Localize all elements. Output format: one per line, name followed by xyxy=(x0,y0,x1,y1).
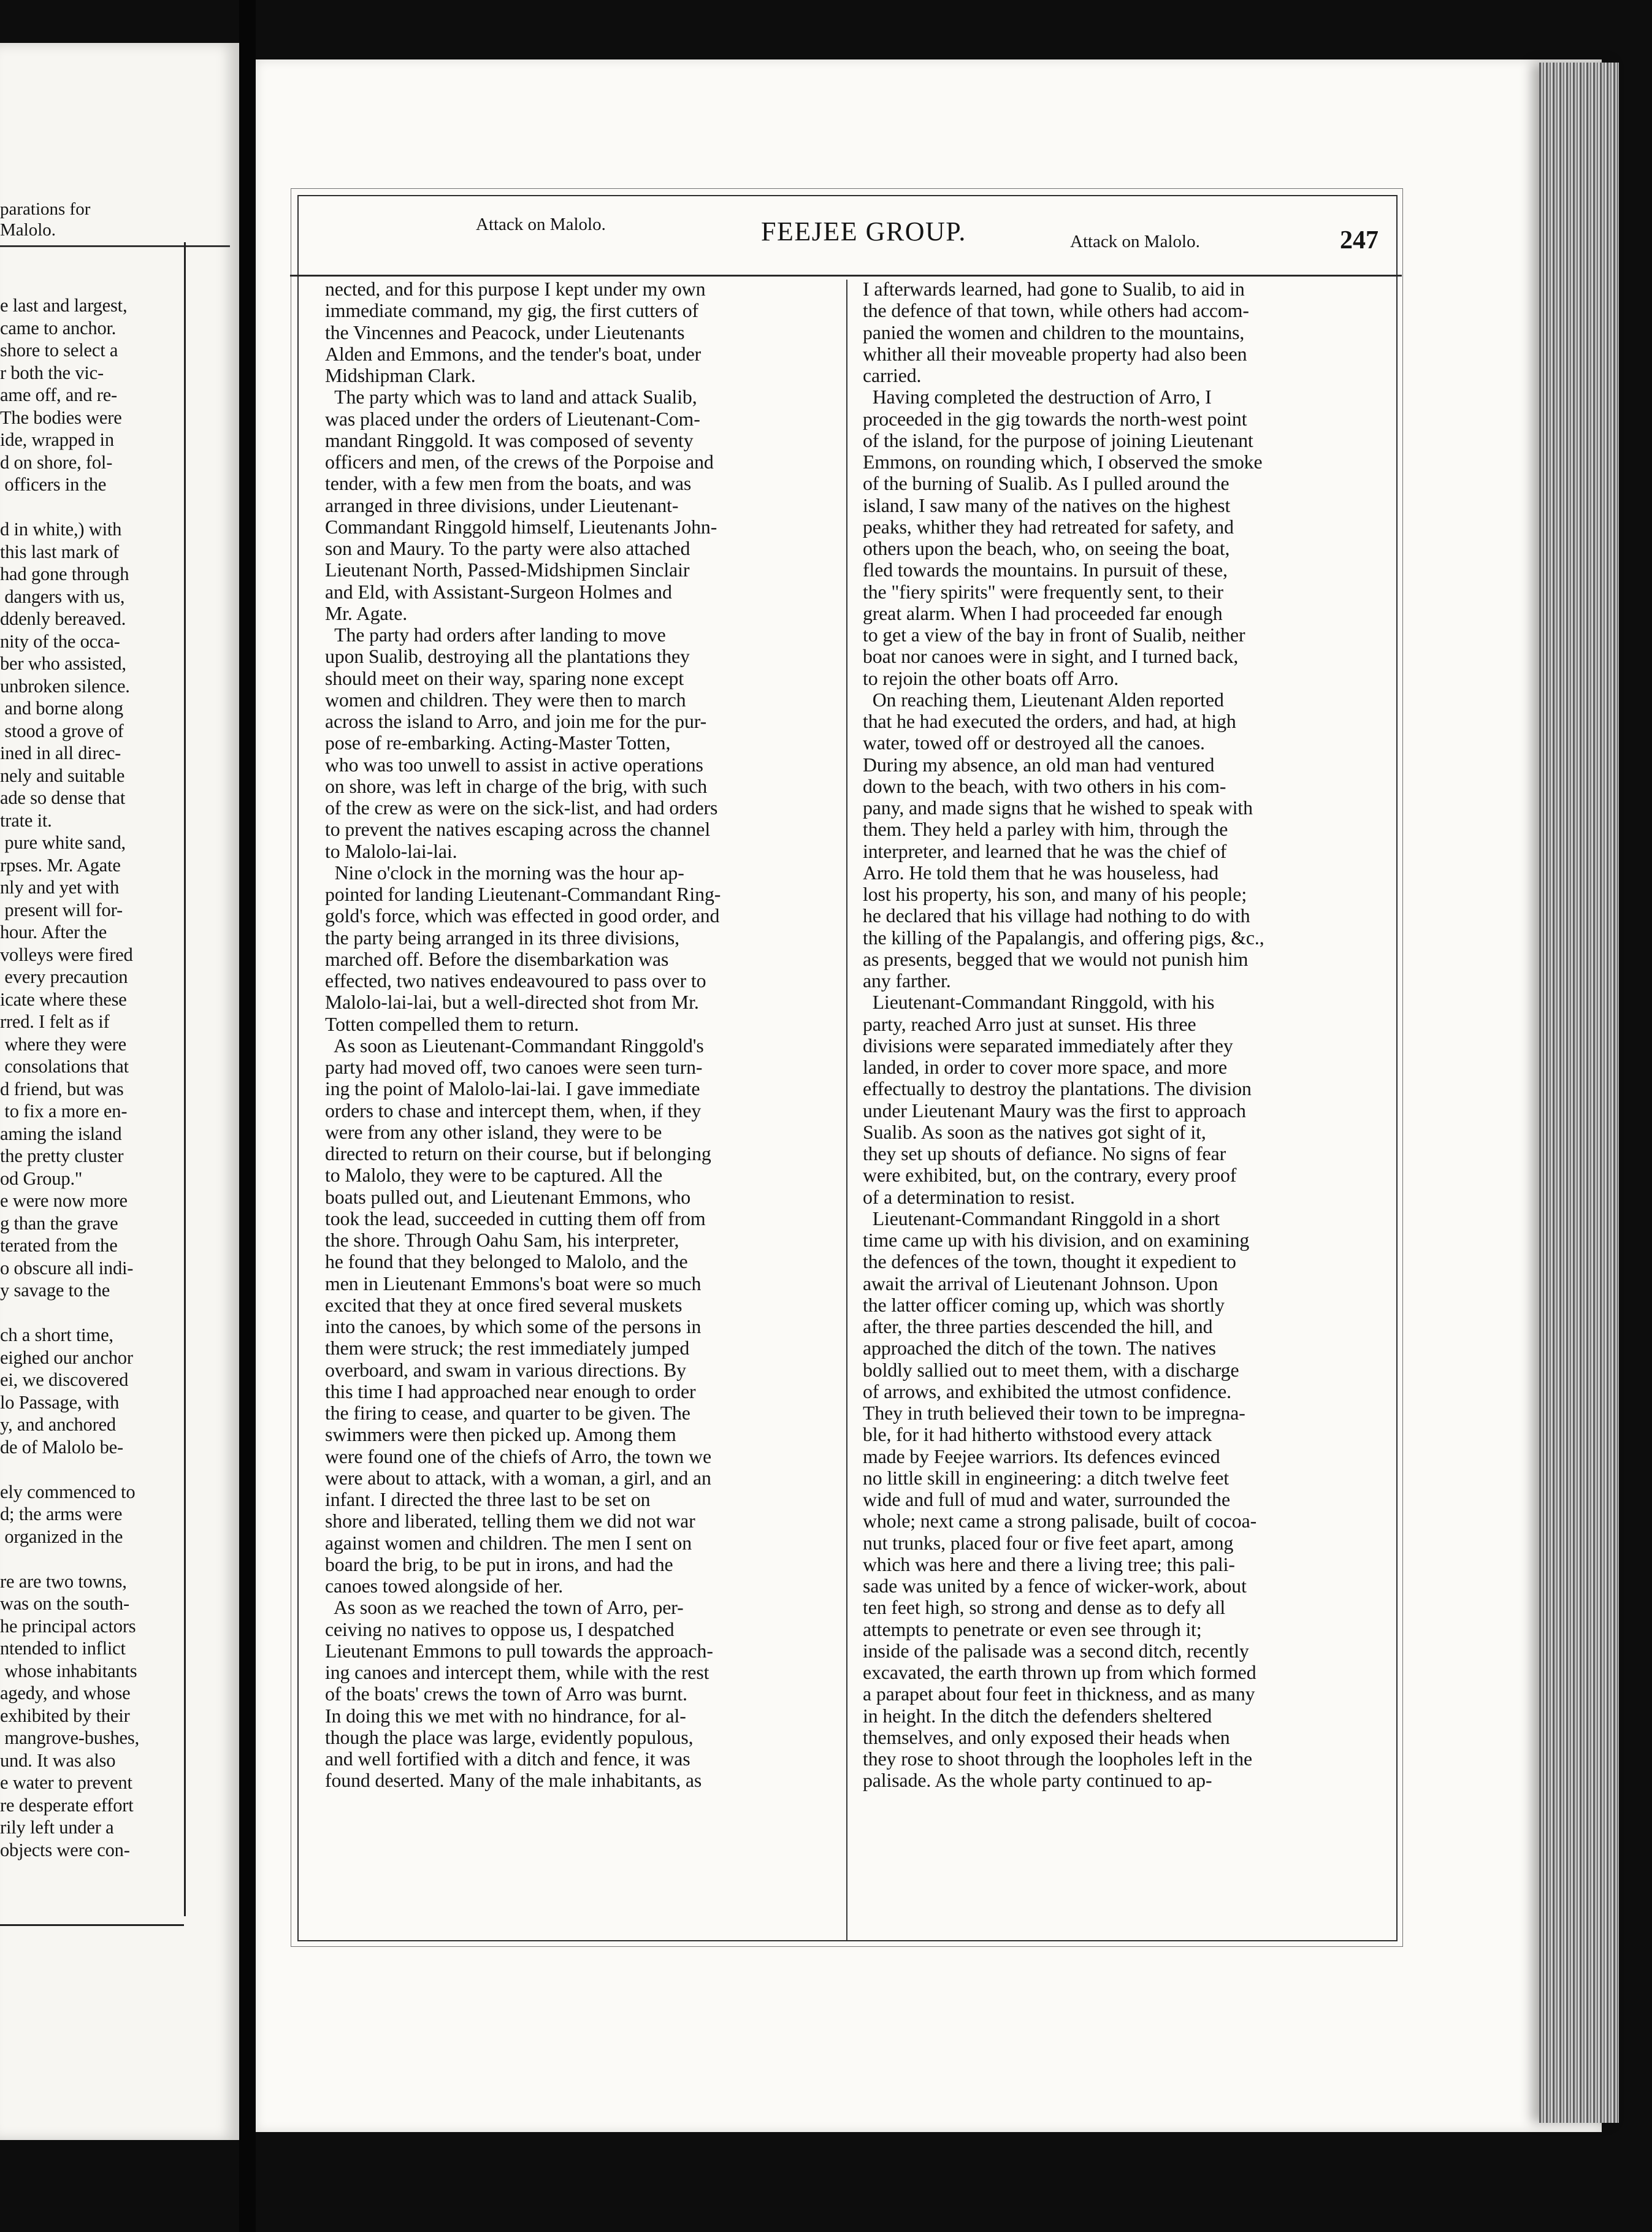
previous-page xyxy=(0,43,239,2140)
previous-page-header-rule xyxy=(0,245,230,247)
right-column-text: I afterwards learned, had gone to Sualib, to aid in the defence of that town, while others had accom- panied the women and children to the mountains, whither all their moveable property had also been carried. Having completed the destruction of Arro, I proceeded in the gig towards the north-west point of the island, for the purpose of joining Lieutenant Emmons, on rounding which, I observed the smoke of the burning of Sualib. As I pulled around the island, I saw many of the natives on the highest peaks, whither they had retreated for safety, and others upon the beach, who, on seeing the boat, fled towards the mountains. In pursuit of these, the "fiery spirits" were frequently sent, to their great alarm. When I had proceeded far enough to get a view of the bay in front of Sualib, neither boat nor canoes were in sight, and I turned back, to rejoin the other boats off Arro. On reaching them, Lieutenant Alden reported that he had executed the orders, and had, at high water, towed off or destroyed all the canoes. During my absence, an old man had ventured down to the beach, with two others in his com- pany, and made signs that he wished to speak with them. They held a parley with him, through the interpreter, and learned that he was the chief of Arro. He told them that he was houseless, had lost his property, his son, and many of his people; he declared that his village had nothing to do with the killing of the Papalangis, and offering pigs, &c., as presents, begged that we would not punish him any farther. Lieutenant-Commandant Ringgold, with his party, reached Arro just at sunset. His three divisions were separated immediately after they landed, in order to cover more space, and more effectually to destroy the plantations. The division under Lieutenant Maury was the first to approach Sualib. As soon as the natives got sight of it, they set up shouts of defiance. No signs of fear were exhibited, but, on the contrary, every proof of a determination to resist. Lieutenant-Commandant Ringgold in a short time came up with his division, and on examining the defences of the town, thought it expedient to await the arrival of Lieutenant Johnson. Upon the latter officer coming up, which was shortly after, the three parties descended the hill, and approached the ditch of the town. The natives boldly sallied out to meet them, with a discharge of arrows, and exhibited the utmost confidence. They in truth believed their town to be impregna- ble, for it had hitherto withstood every attack made by Feejee warriors. Its defences evinced no little skill in engineering: a ditch twelve feet wide and full of mud and water, surrounded the whole; next came a strong palisade, built of cocoa- nut trunks, placed four or five feet apart, among which was here and there a living tree; this pali- sade was united by a fence of wicker-work, about ten feet high, so strong and dense as to defy all attempts to penetrate or even see through it; inside of the palisade was a second ditch, recently excavated, the earth thrown up from which formed a parapet about four feet in thickness, and as many in height. In the ditch the defenders sheltered themselves, and only exposed their heads when they rose to shoot through the loopholes left in the palisade. As the whole party continued to ap- xyxy=(863,278,1264,1792)
previous-page-bottom-rule xyxy=(0,1924,184,1926)
book-gutter xyxy=(239,0,256,2232)
running-head-left: Attack on Malolo. xyxy=(476,215,606,234)
page-edges xyxy=(1539,63,1619,2123)
previous-page-sidenote: parations for Malolo. xyxy=(0,199,91,240)
left-column-text: nected, and for this purpose I kept under my own immediate command, my gig, the first cutters of the Vincennes and Peacock, under Lieutenants Alden and Emmons, and the tender's boat, under Midshipman Clark. The party which was to land and attack Sualib, was placed under the orders of Lieutenant-Com- mandant Ringgold. It was composed of seventy officers and men, of the crews of the Porpoise and tender, with a few men from the boats, and was arranged in three divisions, under Lieutenant- Commandant Ringgold himself, Lieutenants John- son and Maury. To the party were also attached Lieutenant North, Passed-Midshipmen Sinclair and Eld, with Assistant-Surgeon Holmes and Mr. Agate. The party had orders after landing to move upon Sualib, destroying all the plantations they should meet on their way, sparing none except women and children. They were then to march across the island to Arro, and join me for the pur- pose of re-embarking. Acting-Master Totten, who was too unwell to assist in active operations on shore, was left in charge of the brig, with such of the crew as were on the sick-list, and had orders to prevent the natives escaping across the channel to Malolo-lai-lai. Nine o'clock in the morning was the hour ap- pointed for landing Lieutenant-Commandant Ring- gold's force, which was effected in good order, and the party being arranged in its three divisions, marched off. Before the disembarkation was effected, two natives endeavoured to pass over to Malolo-lai-lai, but a well-directed shot from Mr. Totten compelled them to return. As soon as Lieutenant-Commandant Ringgold's party had moved off, two canoes were seen turn- ing the point of Malolo-lai-lai. I gave immediate orders to chase and intercept them, when, if they were from any other island, they were to be directed to return on their course, but if belonging to Malolo, they were to be captured. All the boats pulled out, and Lieutenant Emmons, who took the lead, succeeded in cutting them off from the shore. Through Oahu Sam, his interpreter, he found that they belonged to Malolo, and the men in Lieutenant Emmons's boat were so much excited that they at once fired several muskets into the canoes, by which some of the persons in them were struck; the rest immediately jumped overboard, and swam in various directions. By this time I had approached near enough to order the firing to cease, and quarter to be given. The swimmers were then picked up. Among them were found one of the chiefs of Arro, the town we were about to attack, with a woman, a girl, and an infant. I directed the three last to be set on shore and liberated, telling them we did not war against women and children. The men I sent on board the brig, to be put in irons, and had the canoes towed alongside of her. As soon as we reached the town of Arro, per- ceiving no natives to oppose us, I despatched Lieutenant Emmons to pull towards the approach- ing canoes and intercept them, while with the rest of the boats' crews the town of Arro was burnt. In doing this we met with no hindrance, for al- though the place was large, evidently populous, and well fortified with a ditch and fence, it was found deserted. Many of the male inhabitants, as xyxy=(325,278,721,1792)
running-head-right: Attack on Malolo. xyxy=(1070,232,1200,251)
running-head-title: FEEJEE GROUP. xyxy=(761,216,966,247)
running-head-rule xyxy=(290,275,1402,277)
page-number: 247 xyxy=(1340,226,1379,254)
previous-page-column: e last and largest, came to anchor. shore to select a r both the vic- ame off, and re- The bodies were ide, wrapped in d on shore, fol- officers in the d in white,) with this last mark of had gone through dangers with us, ddenly bereaved. nity of the occa- ber who assisted, unbroken silence. and borne along stood a grove of ined in all direc- nely and suitable ade so dense that trate it. pure white sand, rpses. Mr. Agate nly and yet with present will for- hour. After the volleys were fired every precaution icate where these rred. I felt as if where they were consolations that d friend, but was to fix a more en- aming the island the pretty cluster od Group." e were now more g than the grave terated from the o obscure all indi- y savage to the ch a short time, eighed our anchor ei, we discovered lo Passage, with y, and anchored de of Malolo be- ely commenced to d; the arms were organized in the re are two towns, was on the south- he principal actors ntended to inflict whose inhabitants agedy, and whose exhibited by their mangrove-bushes, und. It was also e water to prevent re desperate effort rily left under a objects were con- xyxy=(0,295,139,1860)
previous-page-column-rule xyxy=(184,242,186,1916)
column-divider xyxy=(846,280,847,1940)
